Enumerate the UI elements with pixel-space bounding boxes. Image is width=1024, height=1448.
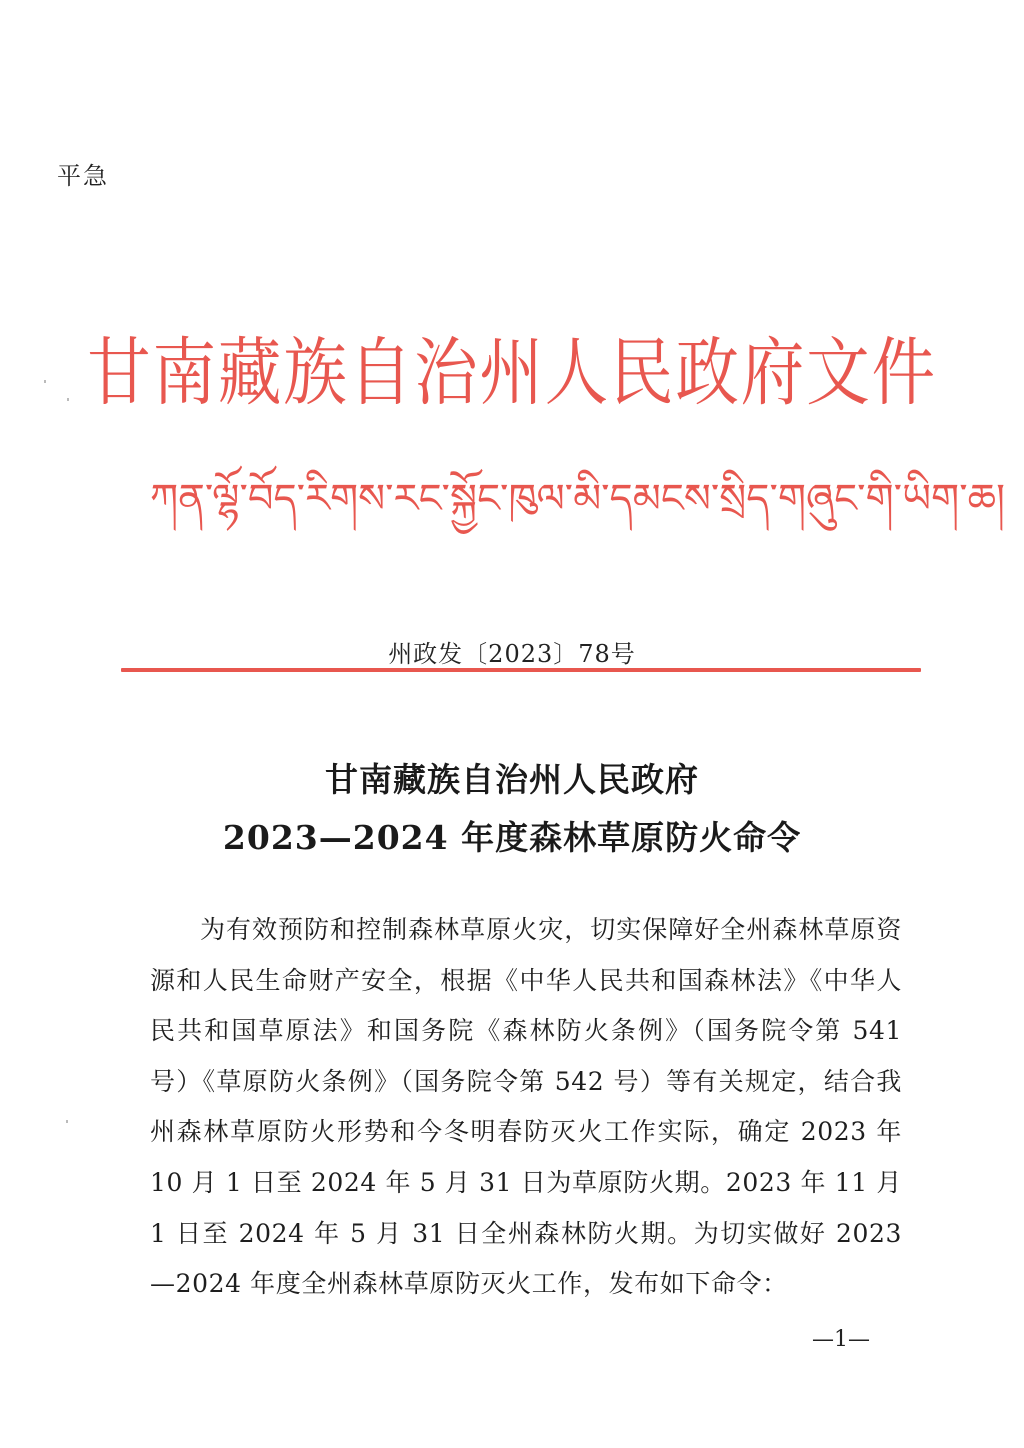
document-title-line-1: 甘南藏族自治州人民政府 bbox=[325, 760, 699, 799]
red-header-rule bbox=[121, 668, 921, 672]
body-paragraph: 为有效预防和控制森林草原火灾，切实保障好全州森林草原资源和人民生命财产安全，根据《中华人民共和国森林法》《中华人民共和国草原法》和国务院《森林防火条例》（国务院令第 541 号）《草原防火条例》（国务院令第 542 号）等有关规定，结合我州森林草原防火形势和今冬明春防灭火工作实际，确定 2023 年 10 月 1 日至 2024 年 5 月 31 日为草原防火期。2023 年 11 月 1 日至 2024 年 5 月 31 日全州森林防火期。为切实做好 2023—2024 年度全州森林草原防灭火工作，发布如下命令： bbox=[150, 915, 902, 1299]
scan-speck bbox=[66, 1120, 68, 1123]
page-number: —1— bbox=[812, 1327, 870, 1352]
scan-speck bbox=[67, 398, 69, 401]
document-number: 州政发〔2023〕78号 bbox=[388, 640, 636, 668]
issuing-organization-title: 甘南藏族自治州人民政府文件 bbox=[87, 330, 937, 416]
document-title-line-2: 2023—2024 年度森林草原防火命令 bbox=[222, 818, 802, 857]
scan-speck bbox=[44, 380, 46, 383]
urgency-label: 平急 bbox=[57, 162, 109, 190]
issuing-organization-title-tibetan: ཀན་ལྷོ་བོད་རིགས་རང་སྐྱོང་ཁུལ་མི་དམངས་སྲིད་གཞུང་གི་ཡིག་ཆ། bbox=[150, 476, 1005, 522]
